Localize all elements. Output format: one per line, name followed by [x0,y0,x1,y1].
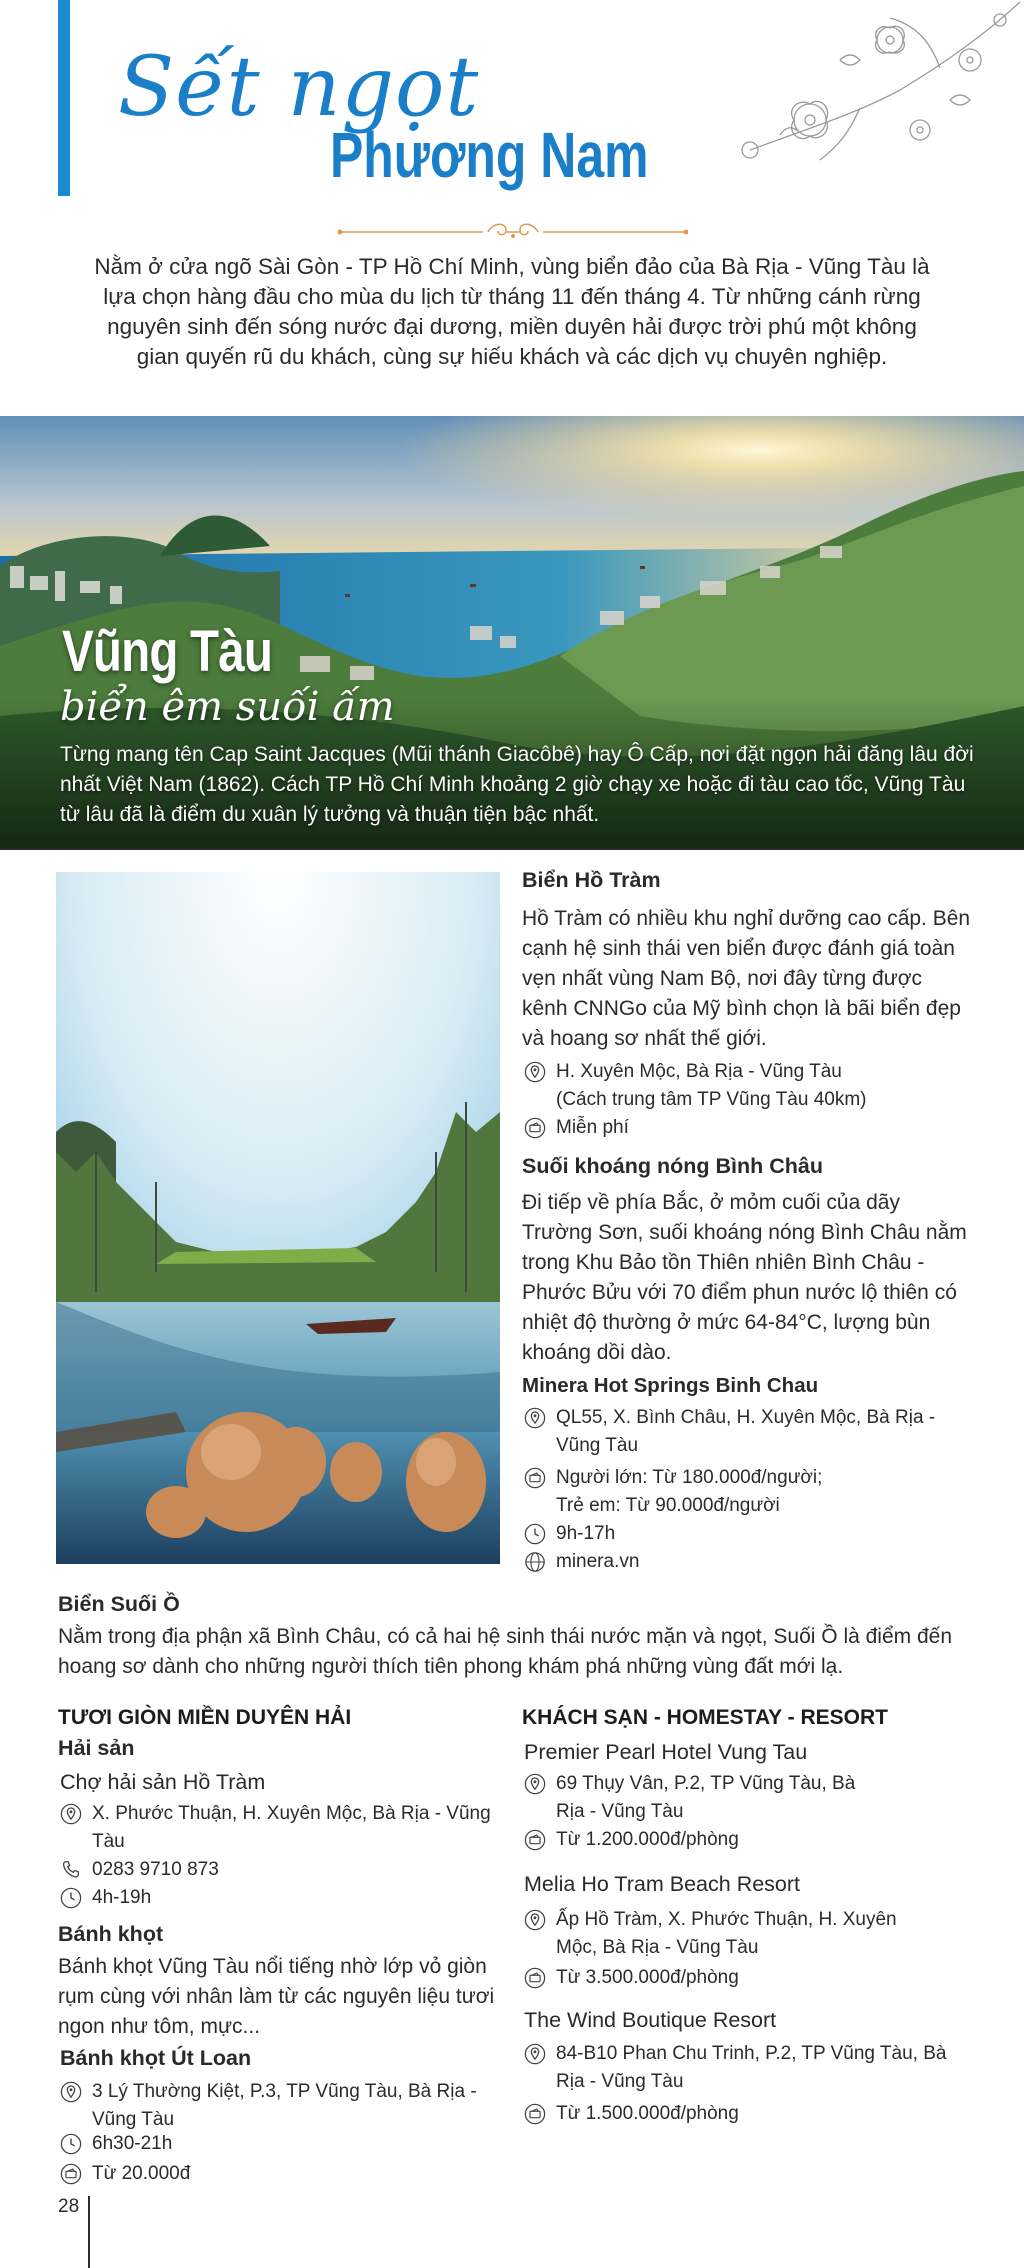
banh-khot-price: Từ 20.000đ [92,2163,191,2184]
minera-website[interactable]: minera.vn [556,1551,640,1572]
market-phone[interactable]: 0283 9710 873 [92,1859,219,1880]
ho-tram-description: Hồ Tràm có nhiều khu nghỉ dưỡng cao cấp. Bên cạnh hệ sinh thái ven biển được đánh giá toàn vẹn nhất vùng Nam Bộ, nơi đây từng được kênh CNNGo của Mỹ bình chọn là bãi biển đẹp và hoang sơ nhất thế giới. [522,907,971,1050]
hero-subtitle: biển êm suối ấm [60,684,395,730]
banh-khot-shop: Bánh khọt Út Loan [60,2046,252,2070]
lake-landscape-photo [56,872,500,1564]
minera-price-adult: Người lớn: Từ 180.000đ/người; [556,1467,823,1488]
hotel-address-row [522,1770,962,1826]
ornament-divider [338,222,688,242]
seafood-heading: Hải sản [58,1736,135,1760]
location-pin-icon [58,1803,84,1825]
hotel-address-row [522,1906,962,1962]
binh-chau-description: Đi tiếp về phía Bắc, ở mỏm cuối của dãy Trường Sơn, suối khoáng nóng Bình Châu nằm trong Khu Bảo tồn Thiên nhiên Bình Châu - Phước Bửu với 70 điểm phun nước lộ thiên có nhiệt độ thường ở mức 64-84°C, lượng bùn khoáng dồi dào. [522,1191,967,1364]
hero-description: Từng mang tên Cap Saint Jacques (Mũi thánh Giacôbê) hay Ô Cấp, nơi đặt ngọn hải đăng lâu đời nhất Việt Nam (1862). Cách TP Hồ Chí Minh khoảng 2 giờ chạy xe hoặc đi tàu cao tốc, Vũng Tàu từ lâu đã là điểm du xuân lý tưởng và thuận tiện bậc nhất. [60,743,974,826]
minera-hours-row [522,1520,972,1548]
title-script: Sết ngọt [118,40,480,135]
location-pin-icon [522,1909,548,1931]
phone-icon [58,1859,84,1881]
ho-tram-price-row [522,1114,972,1142]
hotel-address: 84-B10 Phan Chu Trinh, P.2, TP Vũng Tàu, Bà Rịa - Vũng Tàu [556,2043,947,2092]
ho-tram-price: Miễn phí [556,1117,629,1138]
hotel-address-row [522,2040,962,2096]
banh-khot-address: 3 Lý Thường Kiệt, P.3, TP Vũng Tàu, Bà Rịa - Vũng Tàu [92,2081,477,2130]
accent-bar [58,0,70,196]
hotel-name: Melia Ho Tram Beach Resort [524,1872,801,1896]
hotel-price: Từ 1.500.000đ/phòng [556,2103,739,2124]
binh-chau-heading: Suối khoáng nóng Bình Châu [522,1154,823,1178]
title-main: Phương Nam [330,119,649,191]
ho-tram-heading: Biển Hồ Tràm [522,868,661,892]
suoi-o-description: Nằm trong địa phận xã Bình Châu, có cả hai hệ sinh thái nước mặn và ngọt, Suối Ồ là điểm đến hoang sơ dành cho những người thích tiên phong khám phá những vùng đất mới lạ. [58,1625,953,1678]
market-phone-row [58,1856,219,1884]
banh-khot-hours: 6h30-21h [92,2133,173,2154]
ticket-icon [522,1829,548,1851]
hero-title: Vũng Tàu [62,619,273,684]
ticket-icon [58,2163,84,2185]
ticket-icon [522,1467,548,1489]
market-hours-row [58,1884,151,1912]
ho-tram-distance: (Cách trung tâm TP Vũng Tàu 40km) [556,1089,867,1110]
banh-khot-price-row [58,2160,190,2188]
intro-paragraph: Nằm ở cửa ngõ Sài Gòn - TP Hồ Chí Minh, vùng biển đảo của Bà Rịa - Vũng Tàu là lựa chọn hàng đầu cho mùa du lịch từ tháng 11 đến tháng 4. Từ những cánh rừng nguyên sinh đến sóng nước đại dương, miền duyên hải được trời phú một không gian quyến rũ du khách, cùng sự hiếu khách và các dịch vụ chuyên nghiệp. [94,254,930,369]
banh-khot-address-row [58,2078,508,2134]
clock-icon [58,2133,84,2155]
minera-address: QL55, X. Bình Châu, H. Xuyên Mộc, Bà Rịa - Vũng Tàu [556,1407,936,1456]
minera-price-row [522,1464,972,1520]
minera-price-child: Trẻ em: Từ 90.000đ/người [556,1495,780,1516]
ticket-icon [522,1117,548,1139]
hotel-name: Premier Pearl Hotel Vung Tau [524,1740,808,1764]
banh-khot-heading: Bánh khọt [58,1922,164,1946]
ho-tram-address: H. Xuyên Mộc, Bà Rịa - Vũng Tàu [556,1061,842,1082]
ho-tram-address-row [522,1058,972,1114]
location-pin-icon [522,1773,548,1795]
hotel-price-row [522,2100,739,2128]
ticket-icon [522,1967,548,1989]
hotel-address: Ấp Hồ Tràm, X. Phước Thuận, H. Xuyên Mộc, Bà Rịa - Vũng Tàu [556,1909,897,1958]
minera-address-row [522,1404,972,1460]
hotel-address: 69 Thụy Vân, P.2, TP Vũng Tàu, Bà Rịa - Vũng Tàu [556,1773,856,1822]
location-pin-icon [522,2043,548,2065]
banh-khot-description: Bánh khọt Vũng Tàu nổi tiếng nhờ lớp vỏ giòn rụm cùng với nhân làm từ các nguyên liệu tươi ngon như tôm, mực... [58,1955,495,2038]
location-pin-icon [522,1061,548,1083]
globe-icon [522,1551,548,1573]
banh-khot-hours-row [58,2130,172,2158]
hotel-price-row [522,1964,739,1992]
footer-rule [88,2196,90,2268]
minera-heading: Minera Hot Springs Binh Chau [522,1374,819,1397]
flower-branch-decoration [690,0,1024,170]
suoi-o-heading: Biển Suối Ồ [58,1592,180,1616]
location-pin-icon [522,1407,548,1429]
market-address-row [58,1800,508,1856]
location-pin-icon [58,2081,84,2103]
hotel-price: Từ 1.200.000đ/phòng [556,1829,739,1850]
minera-hours: 9h-17h [556,1523,616,1544]
minera-website-row [522,1548,972,1576]
page-number: 28 [58,2196,80,2217]
hotels-section-heading: KHÁCH SẠN - HOMESTAY - RESORT [522,1706,888,1729]
food-section-heading: TƯƠI GIÒN MIỀN DUYÊN HẢI [58,1706,352,1729]
market-hours: 4h-19h [92,1887,152,1908]
ticket-icon [522,2103,548,2125]
hotel-price-row [522,1826,739,1854]
clock-icon [522,1523,548,1545]
hotel-price: Từ 3.500.000đ/phòng [556,1967,739,1988]
market-name: Chợ hải sản Hồ Tràm [60,1770,266,1794]
hotel-name: The Wind Boutique Resort [524,2008,777,2032]
clock-icon [58,1887,84,1909]
market-address: X. Phước Thuận, H. Xuyên Mộc, Bà Rịa - Vũng Tàu [92,1803,491,1852]
hero-bottom-rule [0,848,1024,850]
